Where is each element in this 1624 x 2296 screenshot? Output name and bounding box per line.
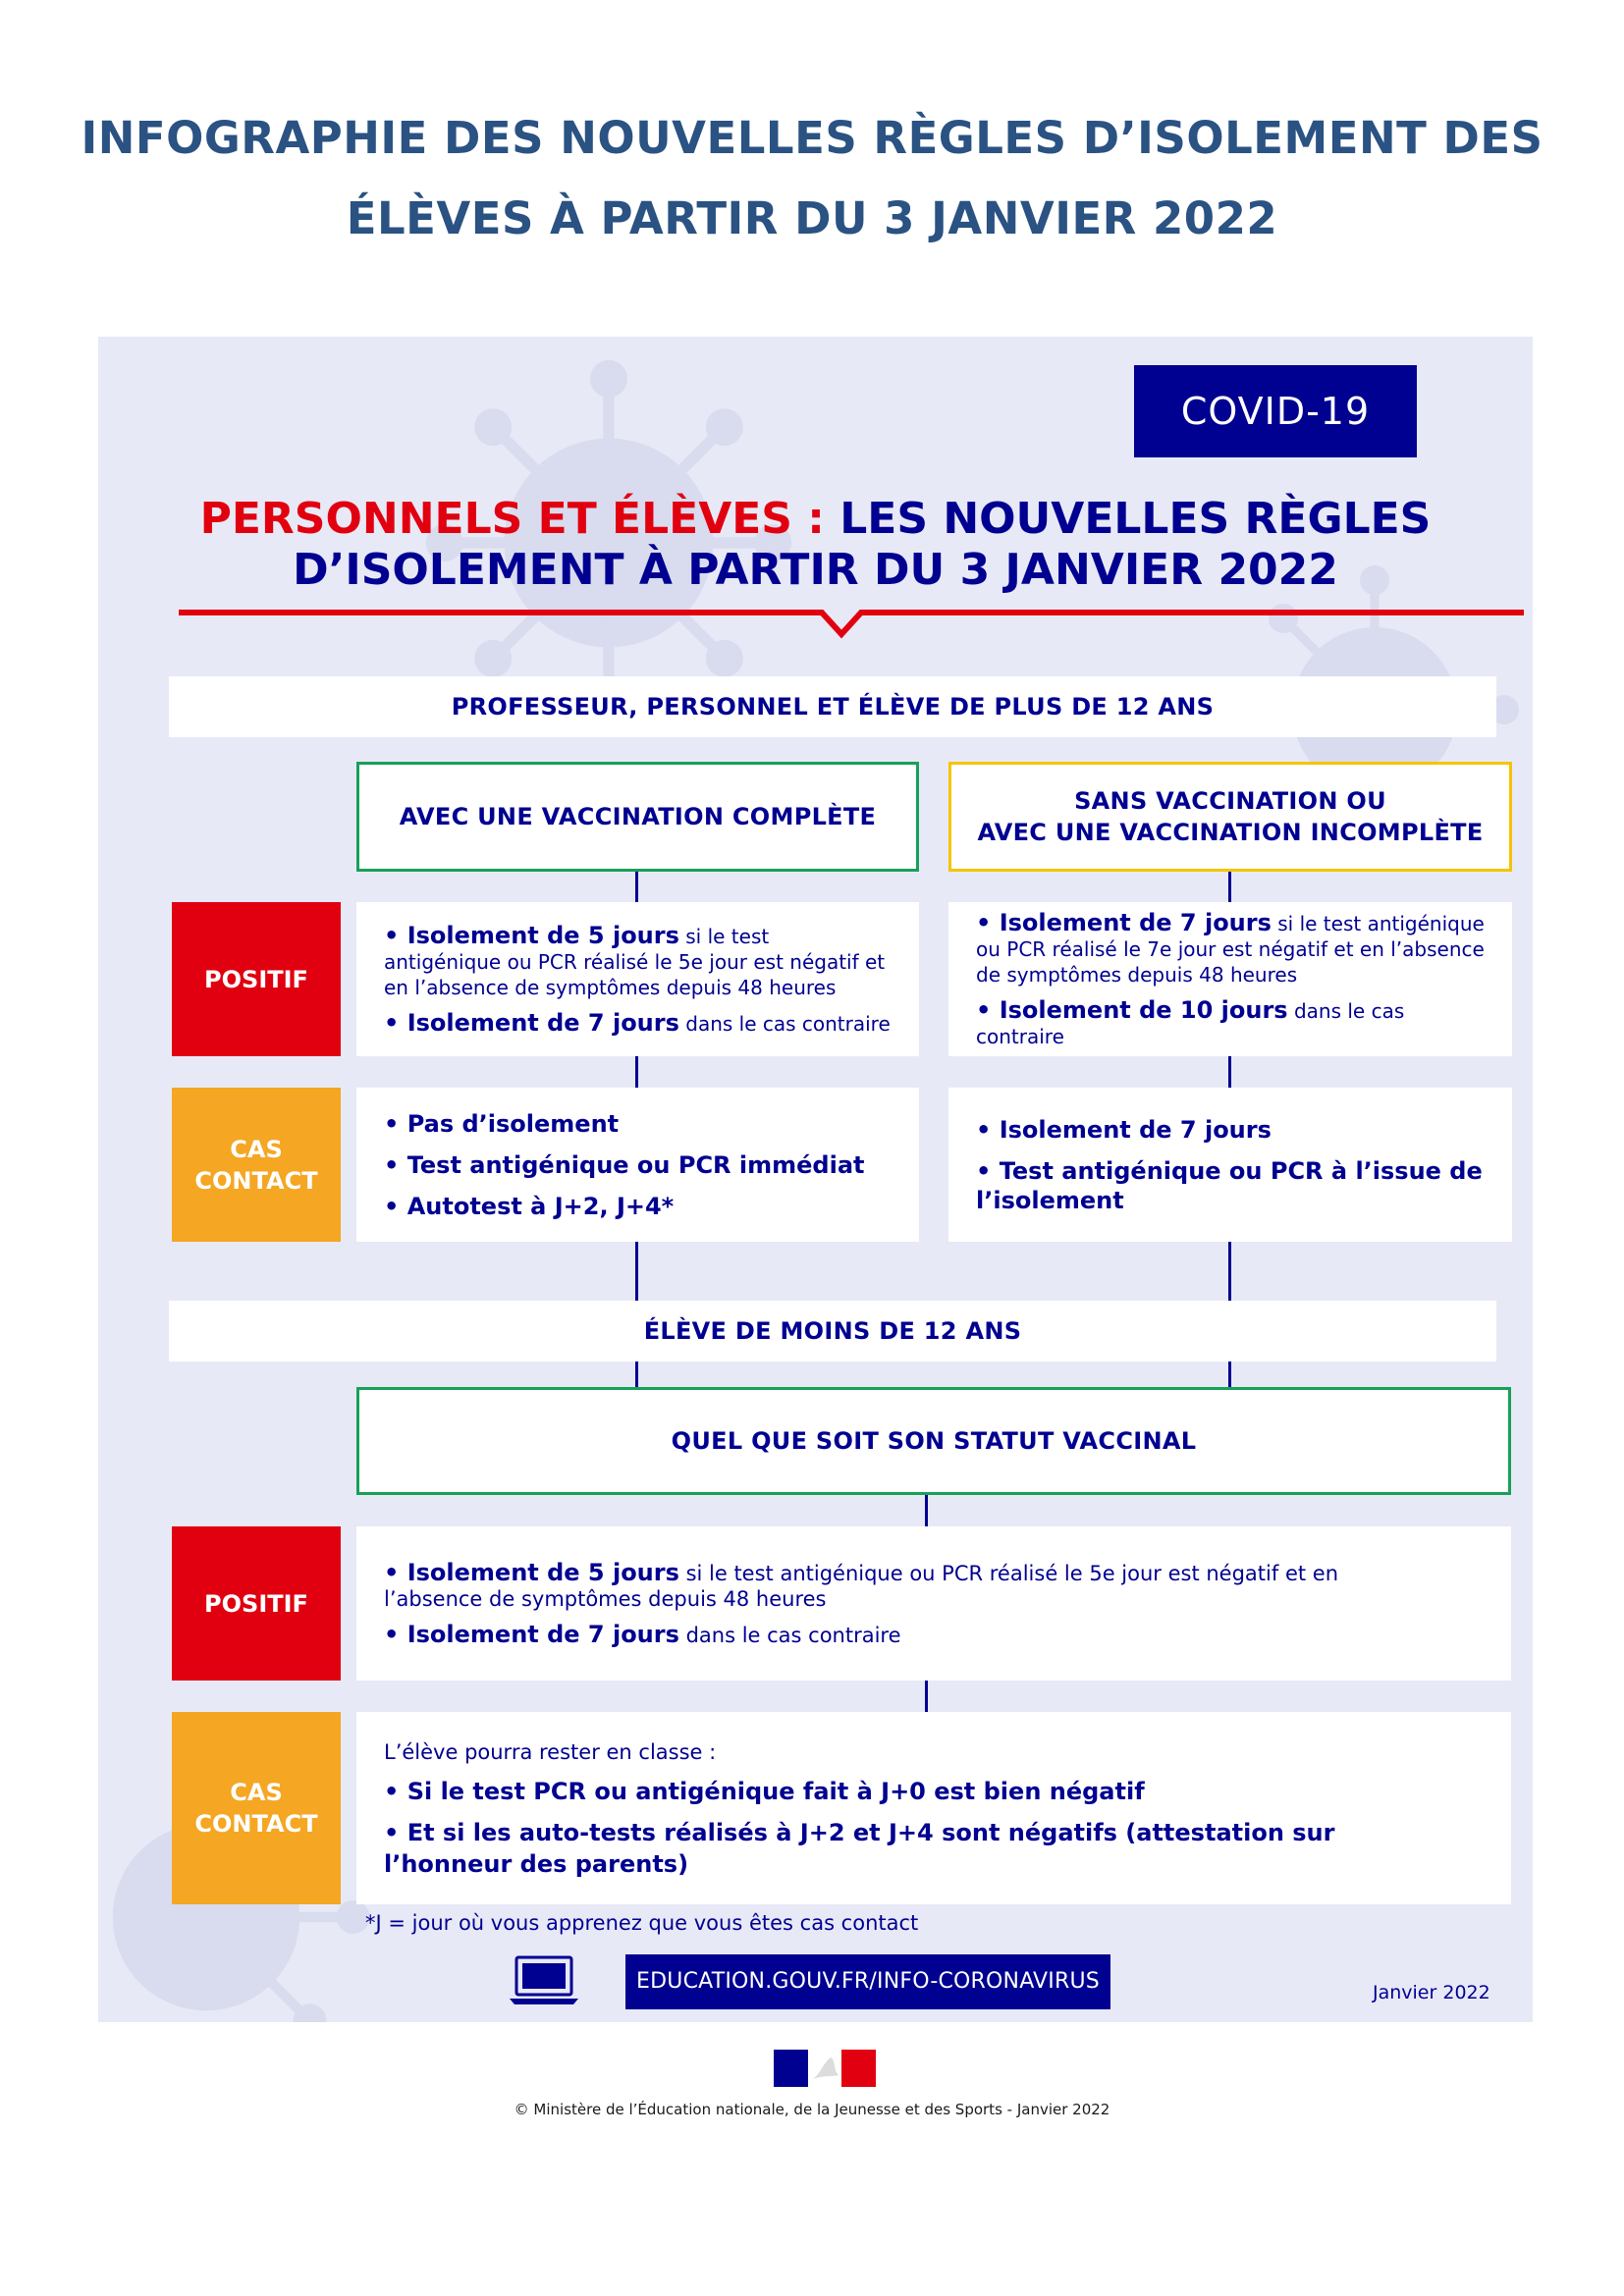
tag-positif: POSITIF bbox=[172, 902, 341, 1056]
column-head-line2: AVEC UNE VACCINATION INCOMPLÈTE bbox=[977, 819, 1484, 846]
card-positif-full-vaccination bbox=[356, 902, 919, 1056]
tag-cas-contact bbox=[172, 1088, 341, 1242]
rule-bold: • Isolement de 10 jours bbox=[976, 995, 1288, 1024]
poster-date: Janvier 2022 bbox=[1373, 1982, 1490, 2003]
poster-title-red: PERSONNELS ET ÉLÈVES : bbox=[199, 494, 825, 544]
column-head-full-vaccination: AVEC UNE VACCINATION COMPLÈTE bbox=[356, 762, 919, 872]
covid-badge: COVID-19 bbox=[1134, 365, 1417, 457]
card-positif-no-vaccination bbox=[948, 902, 1512, 1056]
rule-text: si le test antigénique ou PCR réalisé le 7e jour est négatif et en l’absence de symptômes depuis 48 heures bbox=[976, 911, 1485, 987]
document-title bbox=[0, 98, 1624, 259]
card-contact-under-12 bbox=[356, 1712, 1511, 1904]
rule-item: • Et si les auto-tests réalisés à J+2 et J+4 sont négatifs (attestation sur l’honneur des parents) bbox=[384, 1819, 1335, 1878]
rule-bold: • Isolement de 7 jours bbox=[384, 1008, 679, 1037]
rule-item: • Test antigénique ou PCR à l’issue de l’isolement bbox=[976, 1156, 1483, 1214]
rule-bold: • Isolement de 5 jours bbox=[384, 921, 679, 949]
tag-line1: CAS bbox=[230, 1135, 283, 1163]
infographic-poster bbox=[98, 337, 1533, 2022]
tag-line1: CAS bbox=[230, 1779, 283, 1806]
laptop-icon bbox=[509, 1955, 579, 2006]
card-positif-under-12 bbox=[356, 1526, 1511, 1681]
rule-item: • Si le test PCR ou antigénique fait à J+0 est bien négatif bbox=[384, 1778, 1145, 1805]
rule-text: si le test antigénique ou PCR réalisé le 5e jour est négatif et en l’absence de symptômes depuis 48 heures bbox=[384, 924, 886, 999]
column-head-any-status: QUEL QUE SOIT SON STATUT VACCINAL bbox=[356, 1387, 1511, 1495]
section-band-under-12: ÉLÈVE DE MOINS DE 12 ANS bbox=[169, 1301, 1496, 1362]
connector-line bbox=[925, 1495, 928, 1526]
footnote: *J = jour où vous apprenez que vous êtes cas contact bbox=[365, 1911, 919, 1935]
connector-line bbox=[925, 1681, 928, 1712]
rule-item: • Autotest à J+2, J+4* bbox=[384, 1192, 675, 1220]
rule-text: dans le cas contraire bbox=[678, 1623, 901, 1647]
contact-intro: L’élève pourra rester en classe : bbox=[384, 1740, 717, 1764]
document-title-line2: ÉLÈVES À PARTIR DU 3 JANVIER 2022 bbox=[346, 192, 1278, 244]
card-contact-full-vaccination bbox=[356, 1088, 919, 1242]
republique-francaise-logo-icon bbox=[774, 2050, 876, 2087]
poster-title-line2: D’ISOLEMENT À PARTIR DU 3 JANVIER 2022 bbox=[293, 545, 1338, 595]
tag-positif: POSITIF bbox=[172, 1526, 341, 1681]
title-underline bbox=[179, 610, 1524, 649]
tag-line2: CONTACT bbox=[194, 1166, 318, 1195]
rule-text: dans le cas contraire bbox=[976, 998, 1405, 1048]
rule-item: • Test antigénique ou PCR immédiat bbox=[384, 1150, 865, 1179]
rule-item: • Isolement de 7 jours bbox=[976, 1115, 1272, 1144]
poster-title bbox=[98, 494, 1533, 596]
section-band-over-12: PROFESSEUR, PERSONNEL ET ÉLÈVE DE PLUS DE 12 ANS bbox=[169, 676, 1496, 737]
rule-bold: • Isolement de 5 jours bbox=[384, 1558, 679, 1586]
rule-item: • Pas d’isolement bbox=[384, 1109, 620, 1138]
rule-text: si le test antigénique ou PCR réalisé le 5e jour est négatif et en l’absence de symptômes depuis 48 heures bbox=[384, 1561, 1338, 1611]
column-head-no-vaccination bbox=[948, 762, 1512, 872]
card-contact-no-vaccination bbox=[948, 1088, 1512, 1242]
document-title-line1: INFOGRAPHIE DES NOUVELLES RÈGLES D’ISOLEMENT DES bbox=[81, 112, 1543, 164]
tag-cas-contact bbox=[172, 1712, 341, 1904]
rule-bold: • Isolement de 7 jours bbox=[384, 1620, 679, 1648]
copyright: © Ministère de l’Éducation nationale, de la Jeunesse et des Sports - Janvier 2022 bbox=[514, 2101, 1110, 2118]
tag-line2: CONTACT bbox=[194, 1810, 318, 1838]
coronavirus-info-link[interactable]: EDUCATION.GOUV.FR/INFO-CORONAVIRUS bbox=[625, 1954, 1110, 2009]
poster-title-blue: LES NOUVELLES RÈGLES bbox=[824, 494, 1432, 544]
rule-bold: • Isolement de 7 jours bbox=[976, 908, 1272, 936]
rule-text: dans le cas contraire bbox=[678, 1011, 891, 1036]
column-head-line1: SANS VACCINATION OU bbox=[1074, 787, 1386, 815]
